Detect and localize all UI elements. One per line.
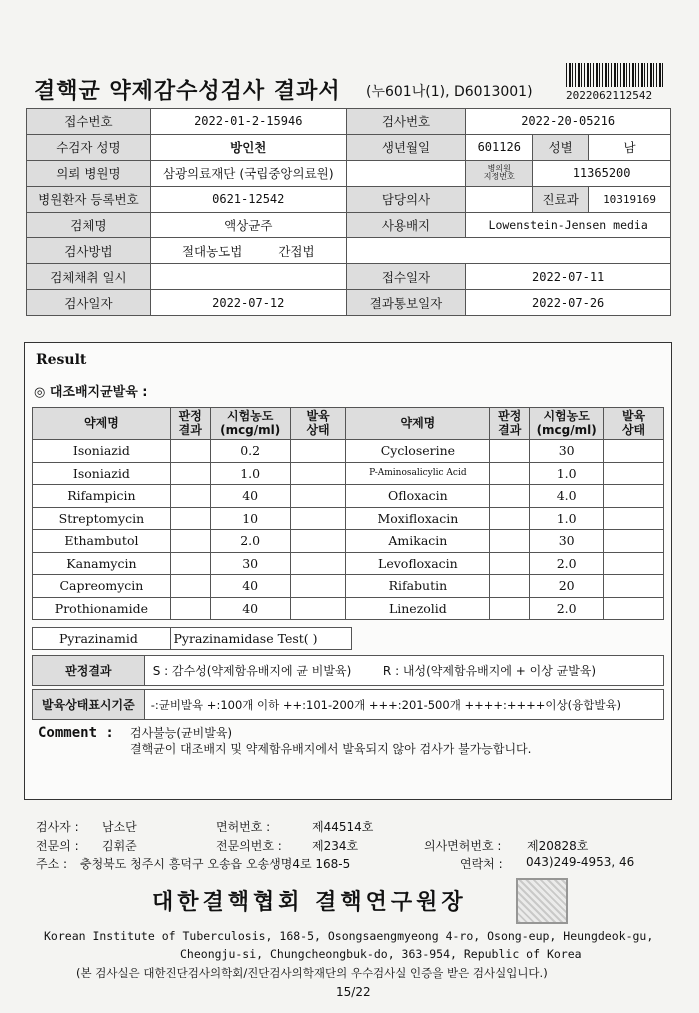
barcode-number: 2022062112542 (566, 89, 653, 102)
table-row (33, 462, 664, 485)
growth-status (290, 462, 346, 485)
test-concentration: 2.0 (530, 597, 604, 620)
judge-result (490, 597, 530, 620)
pza-test: Pyrazinamidase Test( ) (170, 628, 352, 650)
judge-result (490, 485, 530, 508)
test-concentration: 1.0 (210, 462, 290, 485)
drug-name: Moxifloxacin (346, 507, 490, 530)
comment-line-1: 검사불능(균비발육) (130, 726, 233, 740)
reg-no-label: 병원환자 등록번호 (27, 186, 151, 212)
hospital-id-label: 병의원 지정번호 (466, 160, 533, 186)
test-concentration: 40 (210, 597, 290, 620)
table-row (33, 552, 664, 575)
judge-result (170, 575, 210, 598)
col-growth-right: 발육 상태 (604, 408, 664, 440)
drug-name: Cycloserine (346, 440, 490, 463)
test-concentration: 40 (210, 485, 290, 508)
report-title: 결핵균 약제감수성검사 결과서 (34, 79, 341, 104)
col-drug-right: 약제명 (346, 408, 490, 440)
judge-result (170, 597, 210, 620)
growth-status (604, 462, 664, 485)
test-concentration: 1.0 (530, 507, 604, 530)
judge-result (170, 530, 210, 553)
hospital-id-value: 11365200 (533, 160, 671, 186)
doctor-license-label: 의사면허번호 : (424, 839, 502, 853)
hospital-label: 의뢰 병원명 (27, 160, 151, 186)
accession-value: 2022-01-2-15946 (150, 109, 346, 135)
comment-label: Comment : (38, 725, 114, 741)
test-concentration: 10 (210, 507, 290, 530)
test-concentration: 30 (210, 552, 290, 575)
medium-label: 사용배지 (346, 212, 466, 238)
test-concentration: 0.2 (210, 440, 290, 463)
institute-address-en-2: Cheongju-si, Chungcheongbuk-do, 363-954, Republic of Korea (180, 947, 582, 961)
doctor-value (466, 186, 533, 212)
license-number: 제44514호 (312, 820, 374, 834)
judge-result (490, 575, 530, 598)
specimen-value: 액상균주 (150, 212, 346, 238)
sex-value: 남 (589, 134, 671, 160)
tester-label: 검사자 : (36, 820, 79, 834)
legend-table (32, 655, 664, 720)
col-growth-left: 발육 상태 (290, 408, 346, 440)
test-concentration: 30 (530, 440, 604, 463)
growth-status (290, 485, 346, 508)
col-drug-left: 약제명 (33, 408, 171, 440)
name-label: 수검자 성명 (27, 134, 151, 160)
col-conc-right: 시험농도 (mcg/ml) (530, 408, 604, 440)
growth-status (290, 575, 346, 598)
test-no-value: 2022-20-05216 (466, 109, 671, 135)
contact-value: 043)249-4953, 46 (526, 855, 635, 869)
table-row (33, 485, 664, 508)
method-absolute: 절대농도법 (181, 243, 243, 259)
received-label: 접수일자 (346, 264, 466, 290)
growth-status (290, 507, 346, 530)
growth-status (290, 552, 346, 575)
growth-status (290, 597, 346, 620)
test-concentration: 1.0 (530, 462, 604, 485)
growth-status (604, 507, 664, 530)
drug-name: Streptomycin (33, 507, 171, 530)
barcode-icon (566, 63, 664, 87)
judge-r-text: R : 내성(약제함유배지에 + 이상 균발육) (382, 664, 597, 678)
report-date-value: 2022-07-26 (466, 290, 671, 316)
judge-result (170, 507, 210, 530)
specialist-label: 전문의 : (36, 839, 79, 853)
drug-name: Isoniazid (33, 440, 171, 463)
test-date-value: 2022-07-12 (150, 290, 346, 316)
patient-info-table (26, 108, 671, 316)
test-concentration: 20 (530, 575, 604, 598)
growth-status (604, 485, 664, 508)
accession-label: 접수번호 (27, 109, 151, 135)
contact-label: 연락처 : (460, 857, 503, 871)
drug-name: Capreomycin (33, 575, 171, 598)
reg-no-value: 0621-12542 (150, 186, 346, 212)
drug-name: Kanamycin (33, 552, 171, 575)
judge-result (170, 440, 210, 463)
growth-status (604, 440, 664, 463)
drug-name: Isoniazid (33, 462, 171, 485)
test-no-label: 검사번호 (346, 109, 466, 135)
hospital-value: 삼광의료재단 (국립중앙의료원) (150, 160, 346, 186)
table-row (33, 507, 664, 530)
test-concentration: 30 (530, 530, 604, 553)
control-growth-label: ◎ 대조배지균발육 : (34, 385, 148, 400)
drug-name: Ethambutol (33, 530, 171, 553)
col-conc-left: 시험농도 (mcg/ml) (210, 408, 290, 440)
official-seal-icon (516, 878, 568, 924)
drug-name: Prothionamide (33, 597, 171, 620)
growth-status (604, 552, 664, 575)
doctor-license-number: 제20828호 (527, 839, 589, 853)
patient-name: 방인천 (150, 134, 346, 160)
address-label: 주소 : (36, 857, 68, 871)
dob-label: 생년월일 (346, 134, 466, 160)
pyrazinamide-table (32, 627, 352, 650)
col-judge-left: 판정 결과 (170, 408, 210, 440)
pza-label: Pyrazinamid (33, 628, 171, 650)
method-label: 검사방법 (27, 238, 151, 264)
report-code: (누601나(1), D6013001) (366, 84, 533, 100)
test-concentration: 2.0 (530, 552, 604, 575)
comment-line-2: 결핵균이 대조배지 및 약제함유배지에서 발육되지 않아 검사가 불가능합니다. (130, 742, 532, 756)
judge-result (170, 485, 210, 508)
sex-label: 성별 (533, 134, 589, 160)
method-value (150, 238, 346, 264)
table-row (33, 575, 664, 598)
judge-result (170, 552, 210, 575)
judge-s-text: S : 감수성(약제함유배지에 균 비발육) (152, 664, 352, 678)
specialist-number: 제234호 (312, 839, 359, 853)
growth-status (604, 597, 664, 620)
growth-status (290, 530, 346, 553)
address-value: 충청북도 청주시 흥덕구 오송읍 오송생명4로 168-5 (80, 857, 351, 871)
test-concentration: 4.0 (530, 485, 604, 508)
drug-name: Linezolid (346, 597, 490, 620)
drug-name: Levofloxacin (346, 552, 490, 575)
tester-name: 남소단 (102, 820, 137, 834)
drug-name: Rifabutin (346, 575, 490, 598)
test-concentration: 40 (210, 575, 290, 598)
method-indirect: 간접법 (278, 243, 315, 259)
judge-legend-label: 판정결과 (33, 656, 145, 686)
table-row (33, 440, 664, 463)
growth-legend-text: -:균비발육 +:100개 이하 ++:101-200개 +++:201-500개 ++++:++++이상(융합발육) (144, 690, 663, 720)
susceptibility-table (32, 407, 664, 620)
growth-status (604, 530, 664, 553)
dept-value: 10319169 (589, 186, 671, 212)
institute-address-en-1: Korean Institute of Tuberculosis, 168-5, Osongsaengmyeong 4-ro, Osong-eup, Heungdeok-gu, (44, 929, 654, 943)
institute-name: 대한결핵협회 결핵연구원장 (152, 889, 467, 915)
doctor-label: 담당의사 (346, 186, 466, 212)
collect-label: 검체채취 일시 (27, 264, 151, 290)
license-label: 면허번호 : (216, 820, 271, 834)
certification-note: (본 검사실은 대한진단검사의학회/진단검사의학재단의 우수검사실 인증을 받은 검사실입니다.) (76, 966, 548, 980)
specialist-number-label: 전문의번호 : (216, 839, 282, 853)
judge-result (170, 462, 210, 485)
drug-name: Rifampicin (33, 485, 171, 508)
table-row (33, 597, 664, 620)
growth-status (604, 575, 664, 598)
test-date-label: 검사일자 (27, 290, 151, 316)
drug-name: Amikacin (346, 530, 490, 553)
test-concentration: 2.0 (210, 530, 290, 553)
specialist-name: 김휘준 (102, 839, 137, 853)
table-row (33, 530, 664, 553)
judge-result (490, 462, 530, 485)
report-date-label: 결과통보일자 (346, 290, 466, 316)
growth-legend-label: 발육상태표시기준 (33, 690, 145, 720)
judge-result (490, 552, 530, 575)
judge-result (490, 530, 530, 553)
judge-result (490, 507, 530, 530)
result-title: Result (36, 352, 87, 368)
drug-name: P-Aminosalicylic Acid (346, 462, 490, 485)
medium-value: Lowenstein-Jensen media (466, 212, 671, 238)
judge-result (490, 440, 530, 463)
col-judge-right: 판정 결과 (490, 408, 530, 440)
page-number: 15/22 (336, 985, 371, 999)
dob-value: 601126 (466, 134, 533, 160)
received-value: 2022-07-11 (466, 264, 671, 290)
growth-status (290, 440, 346, 463)
collect-value (150, 264, 346, 290)
dept-label: 진료과 (533, 186, 589, 212)
drug-name: Ofloxacin (346, 485, 490, 508)
specimen-label: 검체명 (27, 212, 151, 238)
